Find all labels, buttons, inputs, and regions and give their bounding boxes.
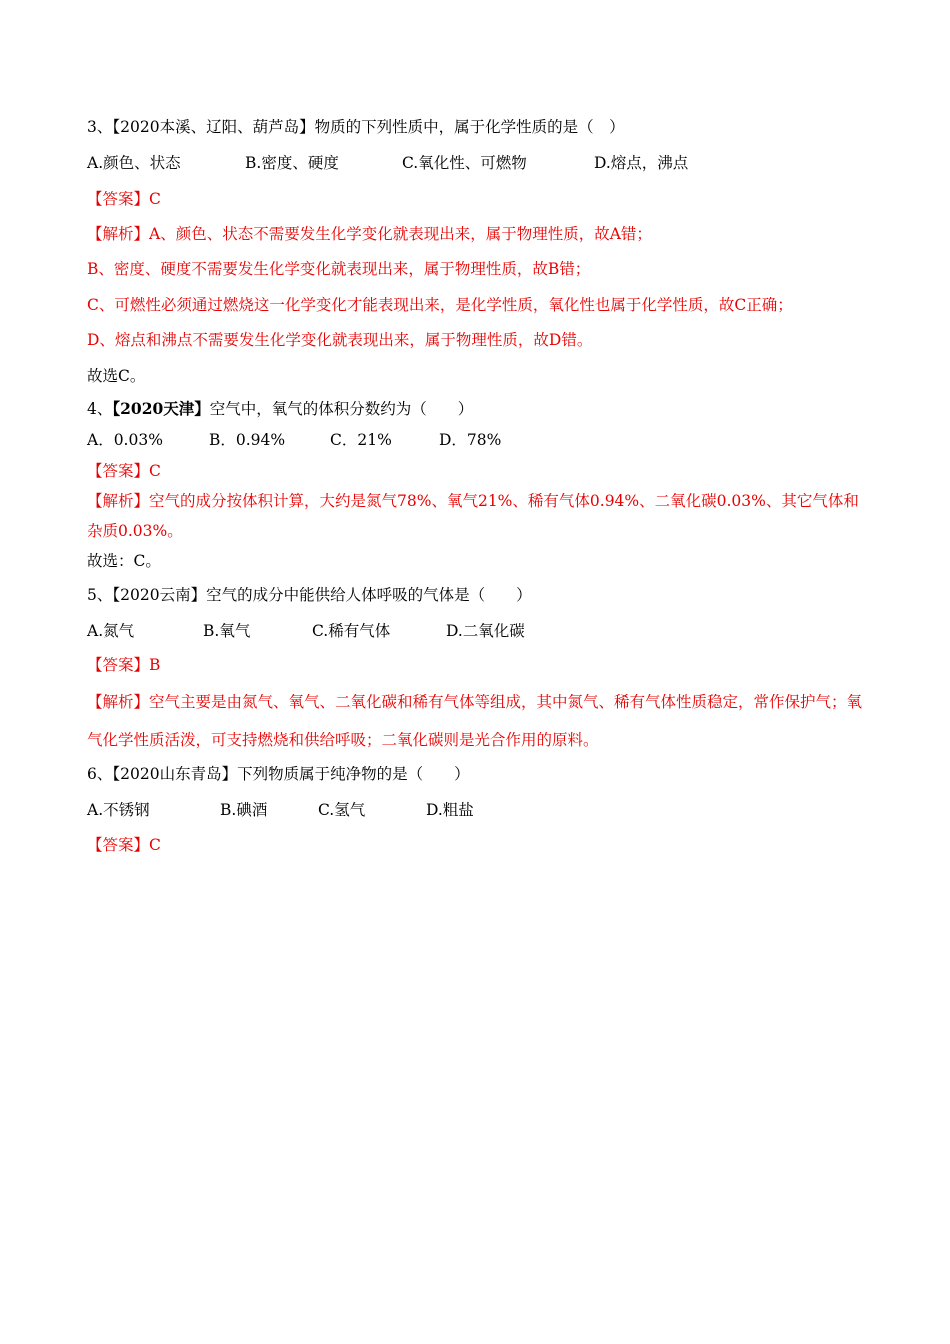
q4-stem	[87, 399, 870, 419]
q3-analysis-line: 【解析】A、颜色、状态不需要发生化学变化就表现出来，属于物理性质，故A错；	[87, 225, 652, 243]
q3-analysis-line: B、密度、硬度不需要发生化学变化就表现出来，属于物理性质，故B错；	[87, 260, 591, 278]
q3-stem	[87, 117, 870, 137]
q3-number: 3、	[87, 118, 113, 136]
q6-option-c: C.氢气	[318, 801, 366, 819]
q3-option-b: B.密度、硬度	[245, 154, 339, 172]
q5-number: 5、	[87, 586, 113, 604]
q4-option-d: D．78%	[439, 431, 502, 449]
q5-answer: 【答案】B	[87, 656, 161, 674]
q3-analysis-line: C、可燃性必须通过燃烧这一化学变化才能表现出来，是化学性质，氧化性也属于化学性质，故C正确；	[87, 296, 793, 314]
q4-conclusion: 故选：C。	[87, 552, 161, 570]
q5-stem	[87, 585, 870, 605]
q6-source: 【2020山东青岛】	[112, 765, 238, 783]
q6-option-b: B.碘酒	[220, 801, 268, 819]
q6-option-d: D.粗盐	[426, 801, 474, 819]
q5-analysis: 【解析】空气主要是由氮气、氧气、二氧化碳和稀有气体等组成，其中氮气、稀有气体性质稳定，常作保护气；氧气化学性质活泼，可支持燃烧和供给呼吸；二氧化碳则是光合作用的原料。	[87, 693, 863, 749]
q3-answer: 【答案】C	[87, 190, 161, 208]
q5-option-b: B.氧气	[203, 622, 251, 640]
q6-number: 6、	[87, 765, 113, 783]
q6-option-a: A.不锈钢	[87, 801, 150, 819]
q3-option-a: A.颜色、状态	[87, 154, 181, 172]
q3-conclusion: 故选C。	[87, 367, 146, 385]
q5-option-c: C.稀有气体	[312, 622, 391, 640]
q4-option-a: A．0.03%	[87, 431, 163, 449]
q4-stem-text: 空气中，氧气的体积分数约为（ ）	[209, 400, 474, 418]
q6-answer: 【答案】C	[87, 836, 161, 854]
q5-stem-text: 空气的成分中能供给人体呼吸的气体是（ ）	[206, 586, 532, 604]
q5-option-d: D.二氧化碳	[446, 622, 525, 640]
q6-stem	[87, 764, 870, 784]
q4-option-b: B．0.94%	[209, 431, 286, 449]
q4-answer: 【答案】C	[87, 462, 161, 480]
q3-stem-text: 物质的下列性质中，属于化学性质的是（ ）	[314, 118, 625, 136]
q6-stem-text: 下列物质属于纯净物的是（ ）	[237, 765, 470, 783]
q3-option-d: D.熔点，沸点	[594, 154, 689, 172]
q3-analysis-line: D、熔点和沸点不需要发生化学变化就表现出来，属于物理性质，故D错。	[87, 331, 593, 349]
q4-source: 【2020天津】	[112, 399, 210, 418]
q4-analysis: 【解析】空气的成分按体积计算，大约是氮气78%、氧气21%、稀有气体0.94%、二氧化碳0.03%、其它气体和杂质0.03%。	[87, 492, 859, 540]
q5-source: 【2020云南】	[112, 586, 207, 604]
q4-number: 4、	[87, 400, 113, 418]
q3-source: 【2020本溪、辽阳、葫芦岛】	[112, 118, 315, 136]
q3-option-c: C.氧化性、可燃物	[402, 154, 527, 172]
q4-option-c: C．21%	[330, 431, 392, 449]
q5-option-a: A.氮气	[87, 622, 135, 640]
